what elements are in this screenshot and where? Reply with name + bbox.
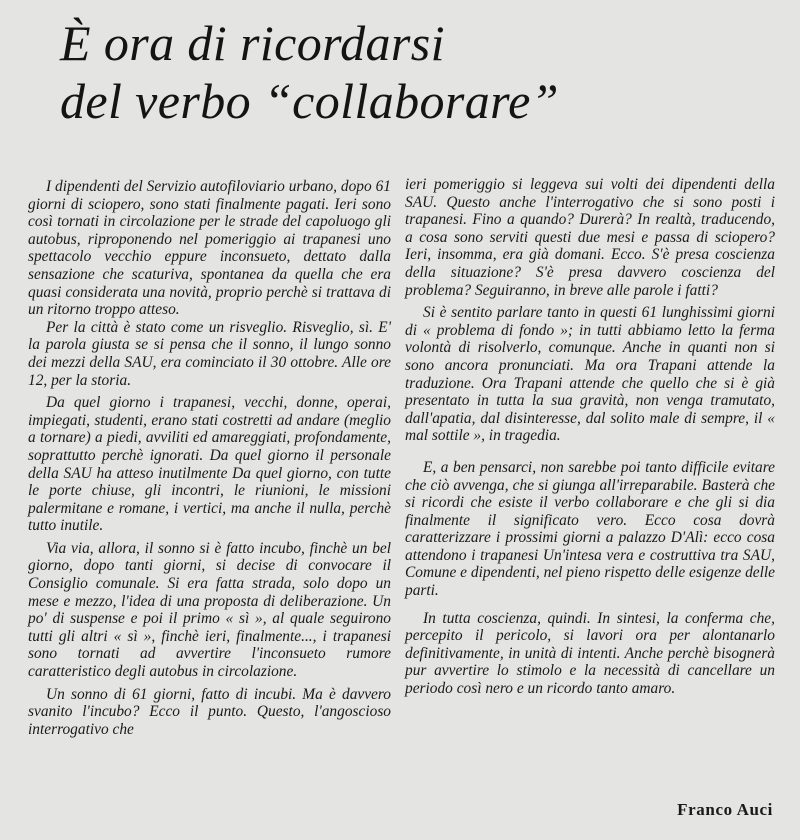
paragraph: Si è sentito parlare tanto in questi 61 lunghissimi giorni di « problema di fondo »; in tutti abbiamo letto la ferma volontà di risolverlo, comunque. Anche in quanti non si sono ancora pronunciati. Ma ora Trapani attende la traduzione. Ora Trapani attende che quello che si è già presentato in tutta la sua gravità, non venga tramutato, dall'apatia, dal disinteresse, dal solito male di sempre, il « mal sottile », in tragedia.: [405, 304, 775, 445]
right-column: [405, 176, 775, 698]
paragraph: Da quel giorno i trapanesi, vecchi, donne, operai, impiegati, studenti, erano stati costretti ad andare (meglio a tornare) a piedi, avviliti ed amareggiati, profondamente, soprattutto perchè ignorati. Da quel giorno il personale della SAU ha atteso inutilmente Da quel giorno, con tutte le porte chiuse, gli incontri, le riunioni, le missioni palermitane e romane, i vertici, ma anche il nulla, perchè tutto inutile.: [28, 394, 391, 535]
paragraph: In tutta coscienza, quindi. In sintesi, la conferma che, percepito il pericolo, si lavori ora per alontanarlo definitivamente, in unità di intenti. Anche perchè bisognerà pur avvertire lo stimolo e la necessità di cancellare un periodo così nero e un ricordo tanto amaro.: [405, 609, 775, 698]
paragraph: I dipendenti del Servizio autofiloviario urbano, dopo 61 giorni di sciopero, sono stati finalmente pagati. Ieri sono così tornati in circolazione per le strade del capoluogo gli autobus, riproponendo nel pomeriggio ai trapanesi uno spettacolo vecchio eppure inconsueto, dettato dalla sensazione che scaturiva, spontanea da quella che era quasi considerata una novità, proprio perchè si trattava di un ritorno troppo atteso.: [28, 178, 391, 319]
paragraph: Via via, allora, il sonno si è fatto incubo, finchè un bel giorno, dopo tanti giorni, si decise di convocare il Consiglio comunale. Si era fatta strada, solo dopo un mese e mezzo, l'idea di una proposta di deliberazione. Un po' di suspense e poi il primo « sì », al quale seguirono tutti gli altri « sì », finchè ieri, finalmente..., i trapanesi sono tornati ad avvertire l'inconsueto rumore caratteristico degli autobus in circolazione.: [28, 539, 391, 681]
headline: [20, 14, 800, 130]
paragraph: ieri pomeriggio si leggeva sui volti dei dipendenti della SAU. Questo anche l'interrogativo che si sono posti i trapanesi. Fino a quando? Durerà? In realtà, traducendo, a cosa sono serviti questi due mesi e passa di sciopero? Ieri, insomma, era già domani. Ecco. S'è presa coscienza della situazione? S'è presa davvero coscienza del problema? Seguiranno, in breve alle parole i fatti?: [405, 176, 775, 299]
author-byline: Franco Auci: [677, 800, 773, 819]
headline-line-1: È ora di ricordarsi: [60, 15, 445, 71]
left-column: [28, 178, 391, 738]
paragraph: E, a ben pensarci, non sarebbe poi tanto difficile evitare che ciò avvenga, che si giunga all'irreparabile. Basterà che si ricordi che esiste il verbo collaborare e che gli si dia finalmente il significato vero. Ecco cosa dovrà caratterizzare i prossimi giorni a palazzo D'Alì: ecco cosa attendono i trapanesi Un'intesa vera e costruttiva tra SAU, Comune e dipendenti, nel pieno rispetto delle esigenze delle parti.: [405, 458, 775, 600]
headline-line-2: del verbo “collaborare”: [60, 73, 559, 129]
paragraph: Un sonno di 61 giorni, fatto di incubi. Ma è davvero svanito l'incubo? Ecco il punto. Questo, l'angoscioso interrogativo che: [28, 685, 391, 738]
paragraph: Per la città è stato come un risveglio. Risveglio, sì. E' la parola giusta se si pensa che il sonno, il lungo sonno dei mezzi della SAU, era cominciato il 30 ottobre. Alle ore 12, per la storia.: [28, 318, 391, 389]
